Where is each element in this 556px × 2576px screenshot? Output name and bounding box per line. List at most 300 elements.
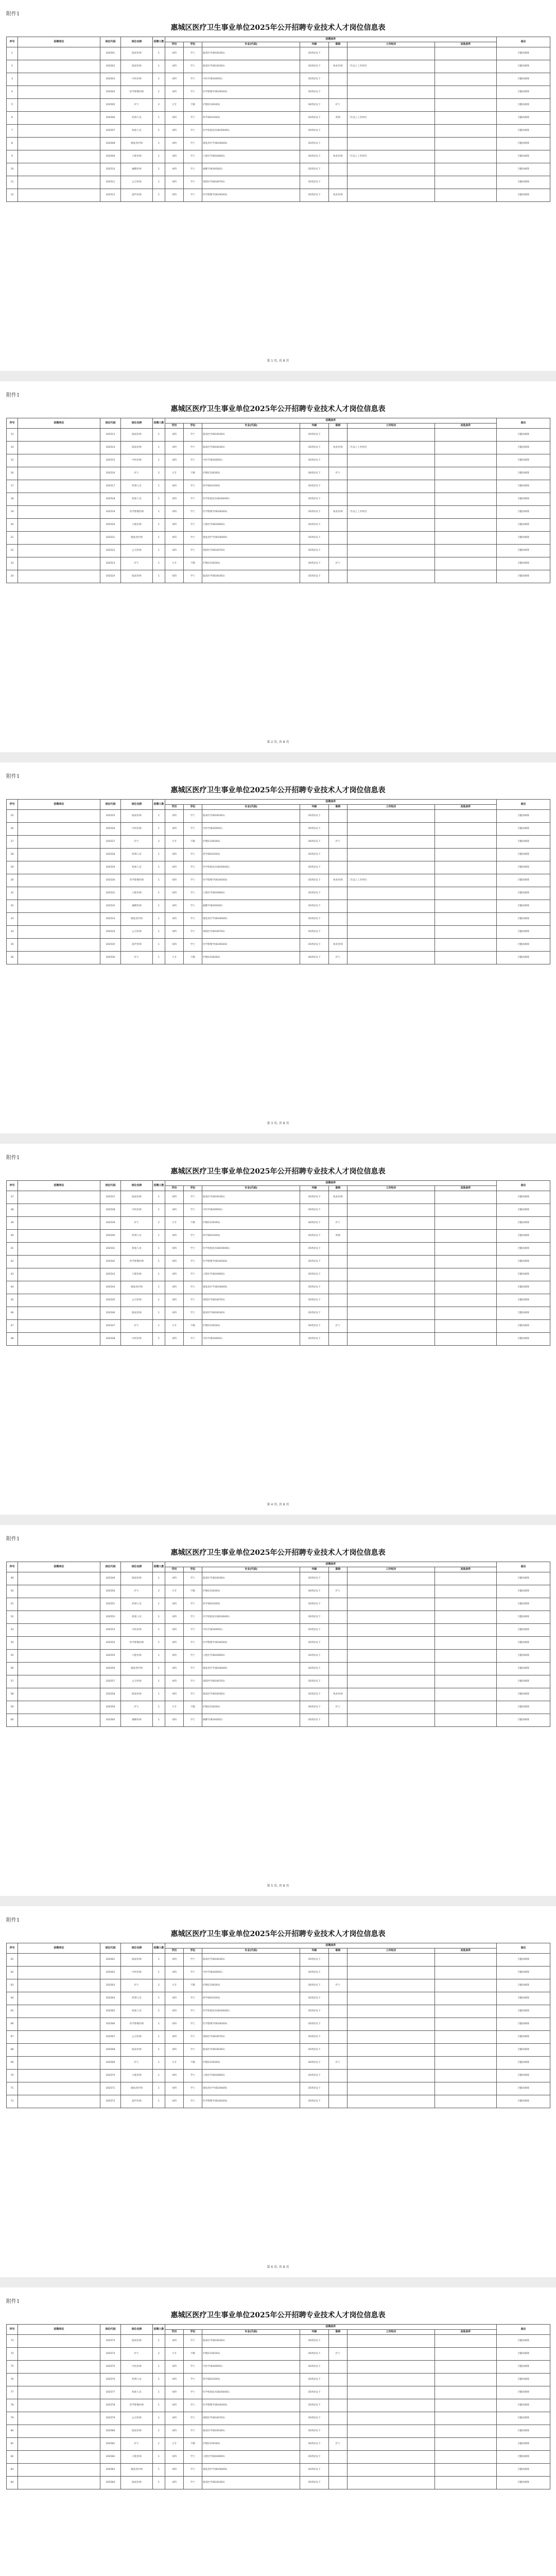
- cell-major: 医学影像学(B100303): [202, 2399, 300, 2412]
- cell-degree: 学士: [184, 1663, 202, 1675]
- cell-unit: [18, 1954, 100, 1967]
- cell-post: 检验人员: [121, 1611, 153, 1624]
- cell-other: [435, 1611, 497, 1624]
- cell-seq: 78: [7, 2399, 18, 2412]
- cell-seq: 37: [7, 1191, 18, 1204]
- cell-post: 护士: [121, 467, 153, 480]
- cell-age: 35周岁以下: [300, 1650, 329, 1663]
- cell-major: 医学影像学(B100303): [202, 2095, 300, 2108]
- cell-remark: 卫健局统筹: [497, 874, 550, 887]
- cell-edu: 大专: [165, 1701, 184, 1714]
- cell-unit: [18, 60, 100, 73]
- cell-unit: [18, 1585, 100, 1598]
- cell-edu: 本科: [165, 1714, 184, 1727]
- cell-work: [348, 887, 435, 900]
- column-header-code: 岗位代码: [100, 1562, 121, 1572]
- cell-major: 口腔医学(B100601): [202, 150, 300, 163]
- cell-other: [435, 442, 497, 454]
- table-row: [7, 1243, 550, 1256]
- cell-edu: 本科: [165, 47, 184, 60]
- cell-code: 202534: [100, 926, 121, 939]
- cell-count: 1: [153, 1967, 165, 1979]
- cell-work: [348, 1307, 435, 1320]
- column-header-degree: 学位: [184, 423, 202, 429]
- cell-post: 检验人员: [121, 861, 153, 874]
- page-title: 惠城区医疗卫生事业单位2025年公开招聘专业技术人才岗位信息表: [170, 405, 386, 413]
- cell-post: 公卫医师: [121, 2412, 153, 2425]
- cell-edu: 大专: [165, 952, 184, 964]
- cell-major: 护理(C100301): [202, 1585, 300, 1598]
- table-row: [7, 2374, 550, 2386]
- table-row: [7, 849, 550, 861]
- cell-title-req: 护士: [329, 1701, 348, 1714]
- cell-work: 二年以上工作经历: [348, 442, 435, 454]
- cell-post: 临床医师: [121, 2425, 153, 2438]
- cell-age: 35周岁以下: [300, 429, 329, 442]
- cell-age: 35周岁以下: [300, 1611, 329, 1624]
- table-row: [7, 73, 550, 86]
- cell-code: 202582: [100, 2451, 121, 2464]
- cell-unit: [18, 823, 100, 836]
- cell-edu: 本科: [165, 2082, 184, 2095]
- document-page: [0, 1906, 556, 2277]
- cell-age: 35周岁以下: [300, 2399, 329, 2412]
- cell-degree: 学士: [184, 176, 202, 189]
- cell-count: 1: [153, 189, 165, 202]
- cell-count: 1: [153, 2044, 165, 2057]
- cell-age: 35周岁以下: [300, 2361, 329, 2374]
- cell-age: 35周岁以下: [300, 112, 329, 125]
- cell-other: [435, 836, 497, 849]
- cell-post: 临床医师: [121, 2477, 153, 2489]
- cell-unit: [18, 125, 100, 138]
- column-header-post: 岗位名称: [121, 800, 153, 810]
- recruitment-table: [6, 1562, 550, 1727]
- cell-count: 1: [153, 1320, 165, 1333]
- cell-unit: [18, 2335, 100, 2348]
- cell-post: 中医医师: [121, 1967, 153, 1979]
- cell-seq: 76: [7, 2374, 18, 2386]
- cell-other: [435, 2386, 497, 2399]
- table-row: [7, 2044, 550, 2057]
- cell-major: 口腔医学(B100601): [202, 519, 300, 532]
- cell-unit: [18, 1663, 100, 1675]
- cell-code: 202571: [100, 2082, 121, 2095]
- cell-unit: [18, 2477, 100, 2489]
- cell-edu: 大专: [165, 2057, 184, 2070]
- cell-age: 35周岁以下: [300, 874, 329, 887]
- cell-seq: 64: [7, 1992, 18, 2005]
- cell-remark: 卫健局统筹: [497, 454, 550, 467]
- cell-remark: 卫健局统筹: [497, 1204, 550, 1217]
- cell-count: 1: [153, 1598, 165, 1611]
- cell-work: [348, 1294, 435, 1307]
- cell-seq: 80: [7, 2425, 18, 2438]
- cell-count: 1: [153, 1268, 165, 1281]
- cell-other: [435, 2412, 497, 2425]
- cell-seq: 22: [7, 545, 18, 557]
- cell-edu: 本科: [165, 2335, 184, 2348]
- cell-count: 1: [153, 2412, 165, 2425]
- cell-remark: 卫健局统筹: [497, 2464, 550, 2477]
- column-header-count: 招聘人数: [153, 37, 165, 47]
- cell-work: [348, 913, 435, 926]
- cell-degree: 不限: [184, 467, 202, 480]
- cell-post: 护士: [121, 1979, 153, 1992]
- cell-degree: 学士: [184, 493, 202, 506]
- cell-unit: [18, 836, 100, 849]
- cell-code: 202545: [100, 1294, 121, 1307]
- cell-work: [348, 1714, 435, 1727]
- cell-unit: [18, 952, 100, 964]
- cell-work: [348, 810, 435, 823]
- cell-seq: 48: [7, 1333, 18, 1346]
- cell-seq: 50: [7, 1585, 18, 1598]
- cell-other: [435, 2477, 497, 2489]
- cell-edu: 本科: [165, 1256, 184, 1268]
- table-row: [7, 836, 550, 849]
- cell-work: [348, 2018, 435, 2031]
- cell-edu: 本科: [165, 1572, 184, 1585]
- cell-count: 1: [153, 2425, 165, 2438]
- cell-count: 1: [153, 2095, 165, 2108]
- cell-post: 口腔医师: [121, 2451, 153, 2464]
- cell-code: 202536: [100, 952, 121, 964]
- cell-post: 临床医师: [121, 1307, 153, 1320]
- cell-other: [435, 2399, 497, 2412]
- cell-other: [435, 2057, 497, 2070]
- cell-other: [435, 1230, 497, 1243]
- cell-edu: 本科: [165, 2412, 184, 2425]
- cell-degree: 学士: [184, 1230, 202, 1243]
- cell-edu: 本科: [165, 545, 184, 557]
- cell-other: [435, 1598, 497, 1611]
- column-header-other: 其他条件: [435, 1567, 497, 1572]
- cell-major: 临床医学(B100301): [202, 442, 300, 454]
- cell-code: 202529: [100, 861, 121, 874]
- cell-edu: 本科: [165, 2451, 184, 2464]
- cell-count: 1: [153, 2070, 165, 2082]
- cell-other: [435, 73, 497, 86]
- cell-seq: 31: [7, 887, 18, 900]
- cell-age: 35周岁以下: [300, 163, 329, 176]
- cell-work: [348, 545, 435, 557]
- column-header-unit: 招聘单位: [18, 2325, 100, 2335]
- cell-seq: 35: [7, 939, 18, 952]
- cell-degree: 学士: [184, 2082, 202, 2095]
- cell-other: [435, 2095, 497, 2108]
- cell-code: 202524: [100, 570, 121, 583]
- cell-unit: [18, 874, 100, 887]
- cell-remark: 卫健局统筹: [497, 861, 550, 874]
- cell-degree: 不限: [184, 836, 202, 849]
- cell-seq: 29: [7, 861, 18, 874]
- cell-degree: 学士: [184, 1675, 202, 1688]
- table-row: [7, 2348, 550, 2361]
- cell-major: 医学检验技术(B100401): [202, 861, 300, 874]
- cell-code: 202572: [100, 2095, 121, 2108]
- cell-degree: 学士: [184, 480, 202, 493]
- cell-remark: 卫健局统筹: [497, 1585, 550, 1598]
- cell-seq: 28: [7, 849, 18, 861]
- cell-major: 护理(C100301): [202, 2438, 300, 2451]
- cell-code: 202584: [100, 2477, 121, 2489]
- recruitment-table: [6, 2324, 550, 2489]
- cell-other: [435, 2438, 497, 2451]
- cell-code: 202535: [100, 939, 121, 952]
- cell-other: [435, 506, 497, 519]
- cell-edu: 本科: [165, 2464, 184, 2477]
- cell-degree: 学士: [184, 913, 202, 926]
- cell-work: [348, 99, 435, 112]
- cell-degree: 学士: [184, 454, 202, 467]
- column-header-work: 工作经历: [348, 1567, 435, 1572]
- page-number: 第 5 页, 共 8 页: [267, 1884, 289, 1888]
- page-number: 第 4 页, 共 8 页: [267, 1503, 289, 1506]
- cell-work: [348, 2464, 435, 2477]
- cell-other: [435, 1979, 497, 1992]
- table-row: [7, 1204, 550, 1217]
- cell-count: 1: [153, 1675, 165, 1688]
- cell-other: [435, 454, 497, 467]
- cell-unit: [18, 939, 100, 952]
- cell-work: [348, 1243, 435, 1256]
- cell-other: [435, 874, 497, 887]
- cell-count: 1: [153, 1624, 165, 1637]
- cell-edu: 大专: [165, 836, 184, 849]
- cell-age: 35周岁以下: [300, 480, 329, 493]
- cell-age: 30周岁以下: [300, 2057, 329, 2070]
- cell-post: 康复治疗师: [121, 1663, 153, 1675]
- cell-title-req: [329, 519, 348, 532]
- cell-title-req: 执业医师: [329, 60, 348, 73]
- cell-degree: 学士: [184, 47, 202, 60]
- cell-degree: 学士: [184, 861, 202, 874]
- cell-edu: 本科: [165, 1624, 184, 1637]
- cell-other: [435, 1954, 497, 1967]
- cell-edu: 本科: [165, 1611, 184, 1624]
- cell-seq: 42: [7, 1256, 18, 1268]
- cell-unit: [18, 189, 100, 202]
- page-number: 第 1 页, 共 8 页: [267, 359, 289, 363]
- cell-degree: 不限: [184, 1217, 202, 1230]
- cell-major: 医学影像学(B100303): [202, 1256, 300, 1268]
- cell-code: 202574: [100, 2348, 121, 2361]
- cell-count: 2: [153, 1217, 165, 1230]
- cell-post: 中医医师: [121, 1624, 153, 1637]
- cell-age: 35周岁以下: [300, 47, 329, 60]
- cell-code: 202508: [100, 138, 121, 150]
- cell-title-req: 执业医师: [329, 874, 348, 887]
- cell-count: 1: [153, 2018, 165, 2031]
- cell-unit: [18, 1204, 100, 1217]
- cell-unit: [18, 570, 100, 583]
- table-row: [7, 189, 550, 202]
- cell-title-req: [329, 47, 348, 60]
- cell-seq: 8: [7, 138, 18, 150]
- cell-post: 康复治疗师: [121, 913, 153, 926]
- cell-count: 1: [153, 60, 165, 73]
- column-header-seq: 序号: [7, 418, 18, 429]
- cell-unit: [18, 454, 100, 467]
- cell-age: 35周岁以下: [300, 913, 329, 926]
- cell-title-req: [329, 823, 348, 836]
- column-header-post: 岗位名称: [121, 1943, 153, 1954]
- cell-code: 202578: [100, 2399, 121, 2412]
- cell-other: [435, 952, 497, 964]
- cell-remark: 卫健局统筹: [497, 1598, 550, 1611]
- cell-age: 35周岁以下: [300, 545, 329, 557]
- cell-count: 1: [153, 2399, 165, 2412]
- cell-seq: 44: [7, 1281, 18, 1294]
- cell-code: 202564: [100, 1992, 121, 2005]
- cell-edu: 本科: [165, 1333, 184, 1346]
- cell-count: 1: [153, 1204, 165, 1217]
- cell-unit: [18, 913, 100, 926]
- cell-age: 35周岁以下: [300, 454, 329, 467]
- cell-count: 2: [153, 1585, 165, 1598]
- cell-remark: 卫健局统筹: [497, 176, 550, 189]
- column-header-major: 专业(代码): [202, 42, 300, 47]
- cell-other: [435, 849, 497, 861]
- cell-edu: 本科: [165, 2005, 184, 2018]
- cell-degree: 学士: [184, 2374, 202, 2386]
- table-row: [7, 2070, 550, 2082]
- column-header-count: 招聘人数: [153, 2325, 165, 2335]
- cell-major: 中医学(B100501): [202, 1204, 300, 1217]
- cell-seq: 59: [7, 1701, 18, 1714]
- cell-edu: 本科: [165, 939, 184, 952]
- cell-title-req: [329, 2399, 348, 2412]
- cell-major: 预防医学(B100701): [202, 2031, 300, 2044]
- cell-degree: 学士: [184, 1256, 202, 1268]
- cell-count: 1: [153, 1243, 165, 1256]
- cell-degree: 学士: [184, 1714, 202, 1727]
- column-header-conditions: 招聘条件: [165, 800, 497, 805]
- cell-code: 202526: [100, 823, 121, 836]
- cell-major: 医学影像学(B100303): [202, 939, 300, 952]
- cell-post: 护士: [121, 952, 153, 964]
- cell-degree: 学士: [184, 926, 202, 939]
- column-header-conditions: 招聘条件: [165, 37, 497, 42]
- cell-edu: 大专: [165, 99, 184, 112]
- cell-major: 口腔医学(B100601): [202, 887, 300, 900]
- page-number: 第 6 页, 共 8 页: [267, 2265, 289, 2269]
- cell-title-req: 护士: [329, 467, 348, 480]
- cell-unit: [18, 2082, 100, 2095]
- cell-major: 护理(C100301): [202, 836, 300, 849]
- cell-major: 临床医学(B100301): [202, 2477, 300, 2489]
- cell-remark: 卫健局统筹: [497, 1294, 550, 1307]
- cell-remark: 卫健局统筹: [497, 2044, 550, 2057]
- cell-other: [435, 1967, 497, 1979]
- cell-title-req: [329, 2335, 348, 2348]
- cell-edu: 本科: [165, 570, 184, 583]
- cell-post: 检验人员: [121, 2386, 153, 2399]
- cell-major: 护理(C100301): [202, 952, 300, 964]
- cell-edu: 本科: [165, 1294, 184, 1307]
- cell-remark: 卫健局统筹: [497, 1333, 550, 1346]
- cell-seq: 41: [7, 1243, 18, 1256]
- cell-code: 202557: [100, 1675, 121, 1688]
- cell-code: 202544: [100, 1281, 121, 1294]
- cell-major: 中医学(B100501): [202, 1967, 300, 1979]
- cell-unit: [18, 1598, 100, 1611]
- cell-unit: [18, 1230, 100, 1243]
- cell-work: 二年以上工作经历: [348, 874, 435, 887]
- cell-unit: [18, 849, 100, 861]
- cell-remark: 卫健局统筹: [497, 493, 550, 506]
- cell-title-req: [329, 861, 348, 874]
- cell-unit: [18, 1979, 100, 1992]
- table-row: [7, 176, 550, 189]
- cell-seq: 10: [7, 163, 18, 176]
- cell-edu: 大专: [165, 467, 184, 480]
- cell-count: 2: [153, 2348, 165, 2361]
- cell-age: 35周岁以下: [300, 887, 329, 900]
- cell-count: 1: [153, 900, 165, 913]
- cell-work: [348, 1204, 435, 1217]
- cell-unit: [18, 1307, 100, 1320]
- cell-edu: 本科: [165, 2374, 184, 2386]
- cell-work: [348, 1333, 435, 1346]
- cell-edu: 本科: [165, 849, 184, 861]
- cell-other: [435, 519, 497, 532]
- cell-code: 202541: [100, 1243, 121, 1256]
- cell-degree: 学士: [184, 2451, 202, 2464]
- cell-age: 35周岁以下: [300, 939, 329, 952]
- cell-post: 中医医师: [121, 1204, 153, 1217]
- cell-degree: 学士: [184, 1611, 202, 1624]
- cell-seq: 66: [7, 2018, 18, 2031]
- table-row: [7, 2018, 550, 2031]
- column-header-work: 工作经历: [348, 2330, 435, 2335]
- attachment-label: 附件1: [6, 393, 20, 398]
- cell-degree: 学士: [184, 2477, 202, 2489]
- attachment-label: 附件1: [6, 11, 20, 17]
- column-header-post: 岗位名称: [121, 37, 153, 47]
- cell-unit: [18, 2348, 100, 2361]
- cell-count: 1: [153, 874, 165, 887]
- cell-other: [435, 1714, 497, 1727]
- cell-code: 202580: [100, 2425, 121, 2438]
- cell-unit: [18, 1268, 100, 1281]
- cell-work: [348, 519, 435, 532]
- cell-code: 202502: [100, 60, 121, 73]
- column-header-remark: 备注: [497, 1181, 550, 1191]
- cell-seq: 82: [7, 2451, 18, 2464]
- cell-major: 临床医学(B100301): [202, 1572, 300, 1585]
- cell-other: [435, 1217, 497, 1230]
- cell-unit: [18, 99, 100, 112]
- cell-count: 1: [153, 2361, 165, 2374]
- cell-degree: 学士: [184, 1992, 202, 2005]
- cell-unit: [18, 1243, 100, 1256]
- cell-code: 202511: [100, 176, 121, 189]
- cell-unit: [18, 150, 100, 163]
- cell-code: 202516: [100, 467, 121, 480]
- cell-work: [348, 1992, 435, 2005]
- cell-age: 35周岁以下: [300, 1294, 329, 1307]
- cell-remark: 卫健局统筹: [497, 1637, 550, 1650]
- cell-age: 35周岁以下: [300, 138, 329, 150]
- cell-major: 康复治疗学(B100405): [202, 138, 300, 150]
- cell-other: [435, 1572, 497, 1585]
- table-row: [7, 1294, 550, 1307]
- cell-major: 护理(C100301): [202, 1320, 300, 1333]
- cell-post: 康复治疗师: [121, 532, 153, 545]
- cell-degree: 学士: [184, 519, 202, 532]
